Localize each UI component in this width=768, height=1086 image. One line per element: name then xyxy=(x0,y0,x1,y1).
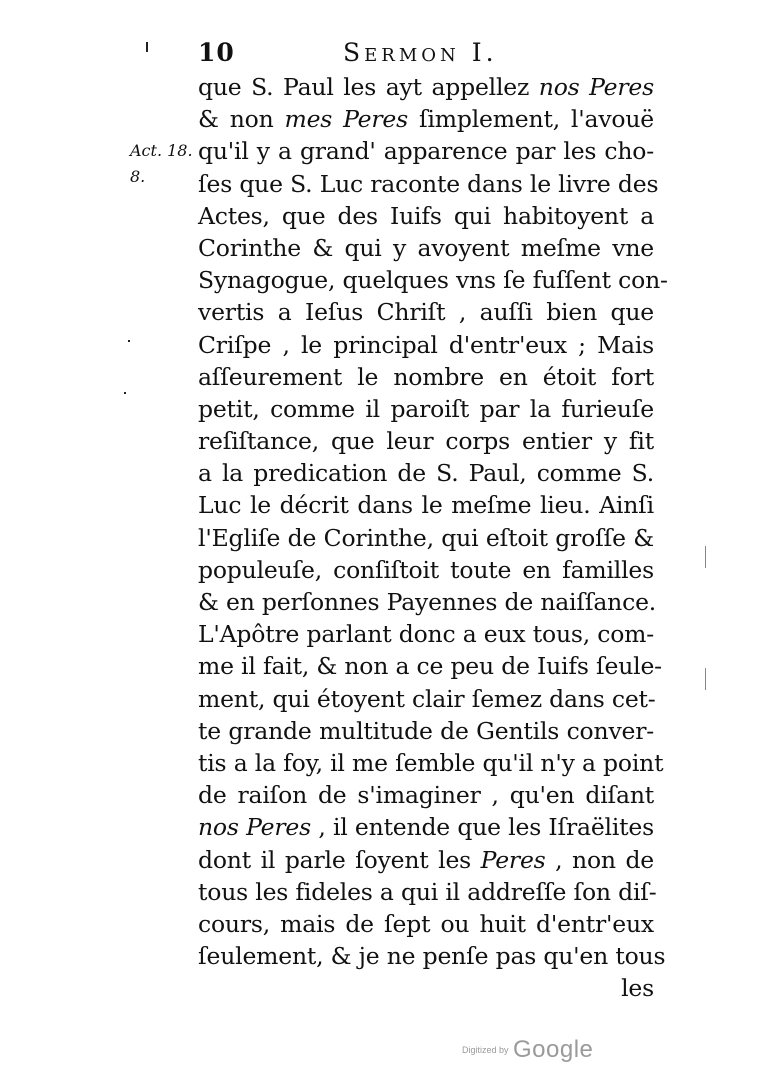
margin-note-line: 8. xyxy=(130,167,146,186)
text-line xyxy=(198,586,657,618)
text-segment: Criſpe , le principal d'entr'eux ; Mais xyxy=(198,330,654,359)
text-line xyxy=(198,940,666,972)
text-segment: ment, qui étoyent clair ſemez dans cet- xyxy=(198,684,656,713)
text-line xyxy=(198,264,668,296)
watermark-prefix: Digitized by xyxy=(462,1045,509,1055)
ink-mark xyxy=(146,42,148,52)
text-segment: Synagogue, quelques vns ſe fuſſent con- xyxy=(198,266,668,295)
body-text xyxy=(198,71,668,1004)
google-logo: Google xyxy=(512,1036,594,1063)
text-line xyxy=(198,200,654,232)
text-line xyxy=(198,844,654,876)
text-line xyxy=(198,683,654,715)
text-line xyxy=(198,650,662,682)
margin-note xyxy=(130,138,194,190)
text-segment: petit, comme il paroiſt par la furieuſe xyxy=(198,394,654,423)
text-line xyxy=(198,715,654,747)
text-segment: dont il parle ſoyent les xyxy=(198,845,481,874)
text-line xyxy=(198,747,664,779)
running-title: Sermon I. xyxy=(343,38,498,67)
text-segment: aſſeurement le nombre en étoit fort xyxy=(198,362,654,391)
text-line xyxy=(198,329,654,361)
text-segment: Actes, que des Iuifs qui habitoyent a xyxy=(198,201,654,230)
text-line xyxy=(198,168,659,200)
text-segment: populeuſe, conſiſtoit toute en familles xyxy=(198,555,654,584)
ink-mark xyxy=(705,668,706,690)
italic-phrase: nos Peres xyxy=(198,813,311,842)
text-segment: & non xyxy=(198,105,285,134)
text-line xyxy=(198,425,654,457)
text-line xyxy=(198,232,654,264)
text-line xyxy=(198,457,654,489)
catchword: les xyxy=(621,974,654,1003)
text-segment: te grande multitude de Gentils conver- xyxy=(198,716,654,745)
text-segment: de raiſon de s'imaginer , qu'en diſant xyxy=(198,781,654,810)
text-segment: l'Egliſe de Corinthe, qui eſtoit groſſe & xyxy=(198,523,654,552)
text-segment: L'Apôtre parlant donc a eux tous, com- xyxy=(198,620,655,649)
text-line xyxy=(198,618,654,650)
ink-mark xyxy=(128,340,130,342)
text-line xyxy=(198,554,654,586)
text-segment: que S. Paul les ayt appellez xyxy=(198,73,539,101)
text-segment: tous les fideles a qui il addreſſe ſon diſ- xyxy=(198,877,657,906)
text-segment: ſeulement, & je ne penſe pas qu'en tous xyxy=(198,942,666,971)
text-segment: tis a la foy, il me ſemble qu'il n'y a point xyxy=(198,748,664,777)
text-segment: Luc le décrit dans le meſme lieu. Ainſi xyxy=(198,491,654,520)
text-segment: vertis a Ieſus Chriſt , auſſi bien que xyxy=(198,298,654,327)
text-segment: , il entende que les Iſraëlites xyxy=(310,813,654,842)
ink-mark xyxy=(124,392,126,394)
text-segment: ſes que S. Luc raconte dans le livre des xyxy=(198,169,659,198)
text-line xyxy=(198,811,654,843)
text-line xyxy=(198,908,654,940)
text-segment: qu'il y a grand' apparence par les cho- xyxy=(198,137,654,166)
text-line xyxy=(198,71,654,103)
text-line xyxy=(198,489,654,521)
margin-note-line: Act. 18. xyxy=(130,141,193,160)
text-line xyxy=(198,393,654,425)
text-segment: , non de xyxy=(545,845,654,874)
text-line xyxy=(198,522,654,554)
text-line xyxy=(198,135,654,167)
italic-phrase: Peres xyxy=(480,845,546,874)
italic-phrase: nos Peres xyxy=(538,73,654,101)
page-number: 10 xyxy=(198,38,235,67)
digitized-watermark xyxy=(462,1036,593,1064)
text-line xyxy=(198,876,657,908)
text-line xyxy=(198,361,654,393)
text-line xyxy=(198,779,654,811)
ink-mark xyxy=(705,546,706,568)
italic-phrase: mes Peres xyxy=(284,105,408,134)
text-segment: & en perſonnes Payennes de naiſſance. xyxy=(198,588,657,616)
page-header xyxy=(198,38,658,72)
text-line xyxy=(198,296,654,328)
text-segment: Corinthe & qui y avoyent meſme vne xyxy=(198,233,654,262)
text-segment: cours, mais de ſept ou huit d'entr'eux xyxy=(198,909,654,938)
text-segment: a la predication de S. Paul, comme S. xyxy=(198,459,654,488)
text-segment: ſimplement, l'avouë xyxy=(407,105,654,134)
text-segment: me il fait, & non a ce peu de Iuifs ſeule- xyxy=(198,652,662,681)
text-segment: reſiſtance, que leur corps entier y fit xyxy=(198,427,654,456)
text-line xyxy=(198,103,654,135)
